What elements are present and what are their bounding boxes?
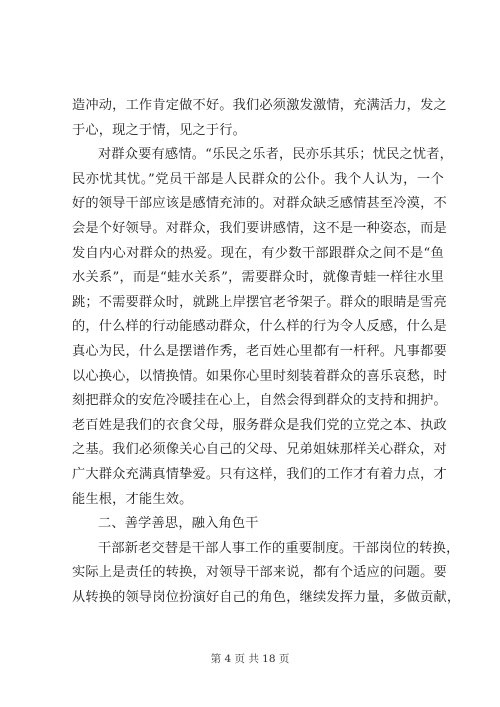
body-text-line: 造冲动，工作肯定做不好。我们必须激发激情，充满活力，发之: [72, 98, 447, 113]
body-text-line: 从转换的领导岗位扮演好自己的角色，继续发挥力量，多做贡献，: [72, 589, 461, 605]
body-text-line: 跳；不需要群众时，就跳上岸摆官老爷架子。群众的眼睛是雪亮: [72, 294, 447, 310]
page-footer: 第 4 页 共 18 页: [210, 653, 290, 665]
body-text-line: 干部新老交替是干部人事工作的重要制度。干部岗位的转换，: [98, 540, 460, 556]
body-text-line: 刻把群众的安危冷暖挂在心上，自然会得到群众的支持和拥护。: [72, 393, 447, 409]
body-text-line: 以心换心，以情换情。如果你心里时刻装着群众的喜乐哀愁，时: [72, 368, 447, 384]
body-text-line: 发自内心对群众的热爱。现在，有少数干部跟群众之间不是“鱼: [72, 245, 444, 261]
body-text-line: 的，什么样的行动能感动群众，什么样的行为令人反感，什么是: [72, 319, 447, 335]
body-text-line: 广大群众充满真情挚爱。只有这样，我们的工作才有着力点，才: [72, 466, 447, 482]
body-text-line: 实际上是责任的转换，对领导干部来说，都有个适应的问题。要: [72, 565, 447, 581]
body-text-line: 会是个好领导。对群众，我们要讲感情，这不是一种姿态，而是: [72, 220, 447, 236]
section-heading: 二、善学善思，融入角色干: [98, 516, 259, 532]
body-text-line: 好的领导干部应该是感情充沛的。对群众缺乏感情甚至冷漠，不: [72, 196, 447, 212]
body-text-line: 于心，现之于情，见之于行。: [72, 122, 247, 138]
body-text-line: 民亦忧其忧。”党员干部是人民群众的公仆。我个人认为，一个: [72, 171, 444, 187]
body-text-line: 老百姓是我们的衣食父母，服务群众是我们党的立党之本、执政: [72, 417, 447, 433]
body-text-line: 水关系”，而是“蛙水关系”，需要群众时，就像青蛙一样往水里: [72, 270, 444, 286]
body-text-line: 能生根，才能生效。: [72, 491, 193, 507]
document-body: [72, 94, 461, 610]
body-text-line: 之基。我们必须像关心自己的父母、兄弟姐妹那样关心群众，对: [72, 442, 447, 458]
body-text-line: 对群众要有感情。“乐民之乐者，民亦乐其乐；忧民之忧者，: [98, 147, 454, 163]
body-text-line: 真心为民，什么是摆谱作秀，老百姓心里都有一杆秤。凡事都要: [72, 343, 447, 359]
